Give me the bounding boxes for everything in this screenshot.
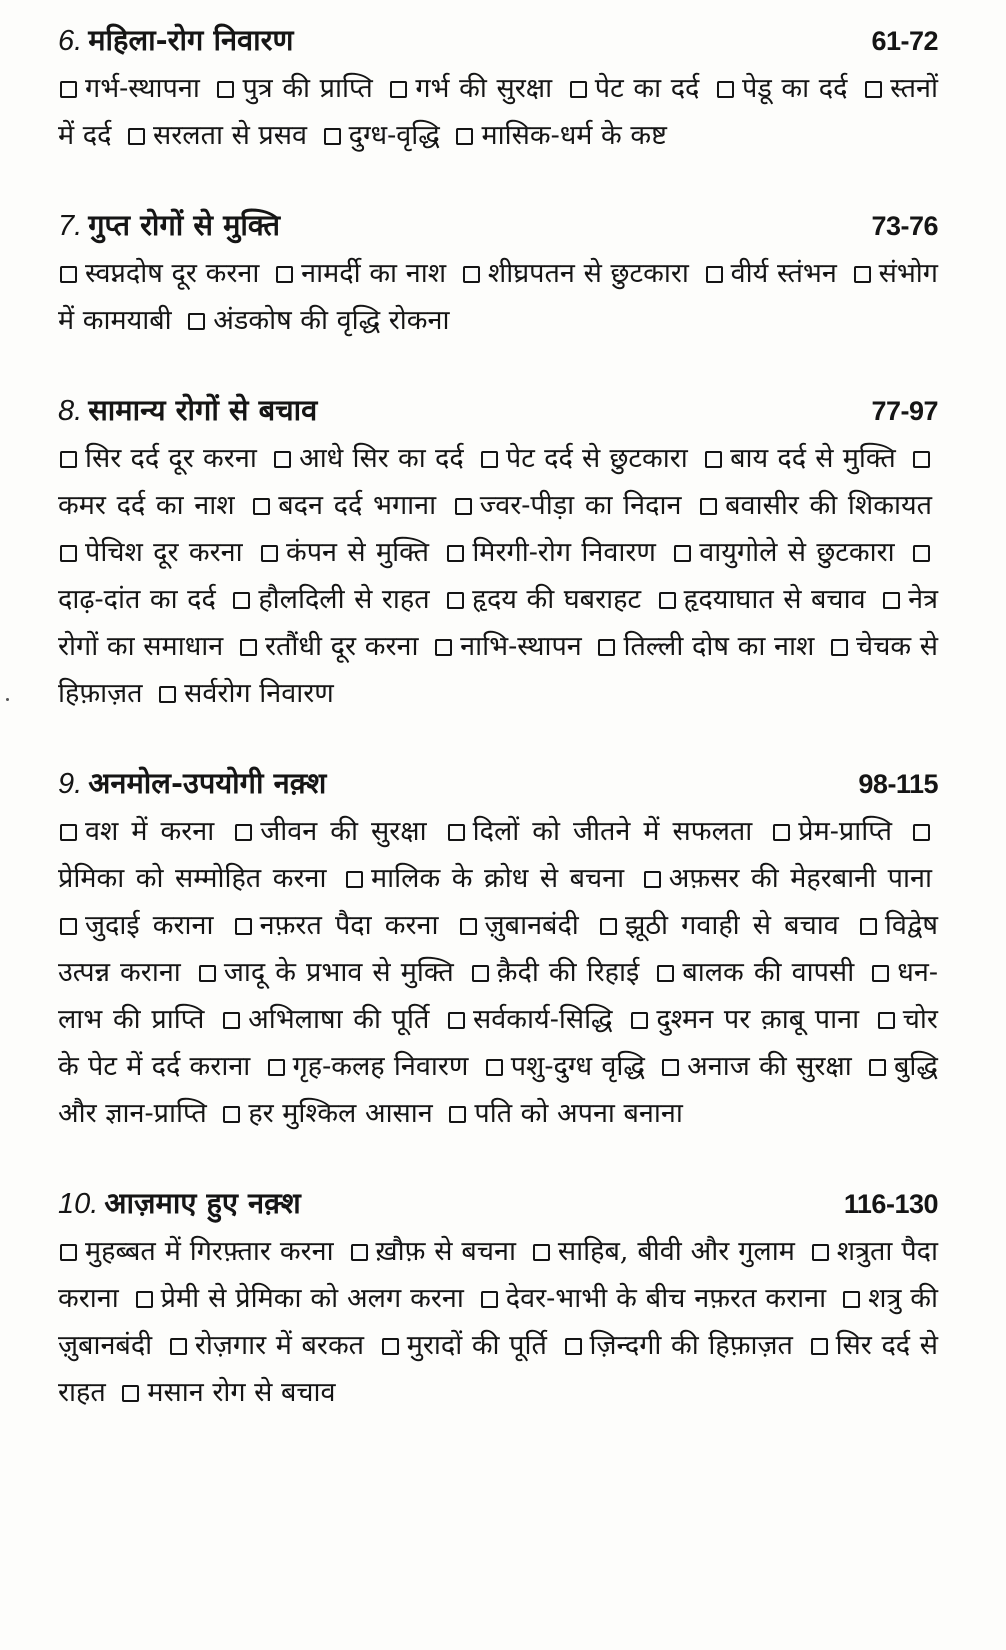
checkbox-bullet-icon [217, 81, 234, 98]
item-label: नेत्र रोगों का समाधान [58, 584, 938, 662]
list-item [445, 537, 662, 568]
section-page-range: 116-130 [843, 1189, 938, 1219]
checkbox-bullet-icon [122, 1385, 139, 1402]
item-label: गर्भ-स्थापना [85, 73, 200, 104]
section-title [58, 765, 326, 802]
section-page-range: 73-76 [871, 211, 938, 241]
checkbox-bullet-icon [705, 451, 722, 468]
checkbox-bullet-icon [159, 686, 176, 703]
checkbox-bullet-icon [448, 1012, 465, 1029]
checkbox-bullet-icon [472, 965, 489, 982]
checkbox-bullet-icon [382, 1338, 399, 1355]
checkbox-bullet-icon [390, 81, 407, 98]
list-item [58, 73, 206, 104]
section-items [58, 1228, 938, 1416]
item-label: मालिक के क्रोध से बचना [371, 863, 625, 894]
checkbox-bullet-icon [274, 451, 291, 468]
section-page-range: 98-115 [858, 769, 938, 799]
item-label: झूठी गवाही से बचाव [624, 910, 839, 941]
checkbox-bullet-icon [448, 824, 465, 841]
list-item [433, 631, 588, 662]
list-item [568, 73, 706, 104]
checkbox-bullet-icon [235, 918, 252, 935]
item-label: वश में करना [85, 816, 215, 847]
item-label: सरलता से प्रसव [153, 120, 308, 151]
checkbox-bullet-icon [657, 965, 674, 982]
checkbox-bullet-icon [455, 498, 472, 515]
checkbox-bullet-icon [662, 1059, 679, 1076]
item-label: दिलों को जीतने में सफलता [472, 816, 753, 847]
list-item [445, 584, 647, 615]
item-label: अभिलाषा की पूर्ति [248, 1004, 430, 1035]
item-label: मिरगी-रोग निवारण [472, 537, 656, 568]
item-label: मुहब्बत में गिरफ़्तार करना [85, 1236, 334, 1267]
list-item [563, 1330, 799, 1361]
list-item [458, 910, 585, 941]
item-label: प्रेमी से प्रेमिका को अलग करना [160, 1283, 464, 1314]
checkbox-bullet-icon [261, 545, 278, 562]
checkbox-bullet-icon [860, 918, 877, 935]
checkbox-bullet-icon [674, 545, 691, 562]
item-label: ज़ुबानबंदी [484, 910, 579, 941]
item-label: बालक की वापसी [682, 957, 855, 988]
list-item [58, 537, 249, 568]
checkbox-bullet-icon [565, 1338, 582, 1355]
list-item [349, 1236, 522, 1267]
list-item [484, 1051, 651, 1082]
section-page-range: 77-97 [871, 396, 938, 426]
checkbox-bullet-icon [128, 128, 145, 145]
checkbox-bullet-icon [812, 1244, 829, 1261]
checkbox-bullet-icon [136, 1291, 153, 1308]
list-item [470, 957, 646, 988]
list-item [168, 1330, 370, 1361]
checkbox-bullet-icon [233, 592, 250, 609]
item-label: सिर दर्द से राहत [58, 1330, 938, 1408]
checkbox-bullet-icon [913, 545, 930, 562]
checkbox-bullet-icon [811, 1338, 828, 1355]
checkbox-bullet-icon [831, 639, 848, 656]
checkbox-bullet-icon [447, 545, 464, 562]
list-item [58, 1236, 340, 1267]
item-label: रोज़गार में बरकत [194, 1330, 365, 1361]
checkbox-bullet-icon [449, 1106, 466, 1123]
item-label: बवासीर की शिकायत [725, 490, 932, 521]
list-item [380, 1330, 553, 1361]
checkbox-bullet-icon [865, 81, 882, 98]
item-label: जीवन की सुरक्षा [260, 816, 427, 847]
item-label: शत्रु की ज़ुबानबंदी [58, 1283, 938, 1361]
item-label: दुश्मन पर क़ाबू पाना [656, 1004, 860, 1035]
section-title-text: आज़माए हुए नक़्श [104, 1186, 301, 1220]
checkbox-bullet-icon [60, 451, 77, 468]
list-item [447, 1098, 689, 1129]
section-header [58, 392, 938, 429]
item-label: पुत्र की प्राप्ति [242, 73, 373, 104]
item-label: धन-लाभ की प्राप्ति [58, 957, 938, 1035]
list-item [629, 1004, 865, 1035]
item-label: मुरादों की पूर्ति [406, 1330, 547, 1361]
section-6 [58, 22, 938, 159]
item-label: सर्वकार्य-सिद्धि [473, 1004, 613, 1035]
section-number: 9. [58, 768, 83, 800]
checkbox-bullet-icon [60, 266, 77, 283]
checkbox-bullet-icon [533, 1244, 550, 1261]
list-item [58, 258, 265, 289]
checkbox-bullet-icon [223, 1106, 240, 1123]
checkbox-bullet-icon [872, 965, 889, 982]
item-label: हृदय की घबराहट [472, 584, 642, 615]
section-items [58, 250, 938, 344]
item-label: चेचक से हिफ़ाज़त [58, 631, 938, 709]
checkbox-bullet-icon [447, 592, 464, 609]
item-label: आधे सिर का दर्द [299, 443, 464, 474]
item-label: क़ैदी की रिहाई [496, 957, 640, 988]
section-items [58, 65, 938, 159]
item-label: स्वप्नदोष दूर करना [85, 258, 260, 289]
checkbox-bullet-icon [878, 1012, 895, 1029]
list-item [479, 443, 694, 474]
item-label: ख़ौफ़ से बचना [375, 1236, 516, 1267]
list-item [715, 73, 853, 104]
section-number: 6. [58, 25, 83, 57]
list-item [259, 537, 435, 568]
item-label: सिर दर्द दूर करना [85, 443, 257, 474]
item-label: मसान रोग से बचाव [147, 1377, 336, 1408]
print-speck [6, 698, 9, 701]
list-item [272, 443, 470, 474]
checkbox-bullet-icon [913, 824, 930, 841]
checkbox-bullet-icon [570, 81, 587, 98]
list-item [197, 957, 460, 988]
item-label: प्रेम-प्राप्ति [798, 816, 892, 847]
list-item [58, 910, 219, 941]
list-item [596, 631, 820, 662]
contents-page [58, 22, 938, 1464]
item-label: बुद्धि और ज्ञान-प्राप्ति [58, 1051, 938, 1129]
item-label: विद्वेष उत्पन्न कराना [58, 910, 938, 988]
item-label: नाभि-स्थापन [460, 631, 582, 662]
checkbox-bullet-icon [253, 498, 270, 515]
section-number: 10. [58, 1188, 99, 1220]
checkbox-bullet-icon [481, 1291, 498, 1308]
item-label: पेट दर्द से छुटकारा [505, 443, 688, 474]
section-title [58, 1185, 301, 1222]
checkbox-bullet-icon [644, 871, 661, 888]
checkbox-bullet-icon [883, 592, 900, 609]
item-label: हृदयाघात से बचाव [683, 584, 866, 615]
checkbox-bullet-icon [346, 871, 363, 888]
section-number: 8. [58, 395, 83, 427]
checkbox-bullet-icon [700, 498, 717, 515]
list-item [446, 1004, 619, 1035]
checkbox-bullet-icon [773, 824, 790, 841]
item-label: रतौंधी दूर करना [264, 631, 419, 662]
list-item [157, 678, 340, 709]
item-label: तिल्ली दोष का नाश [623, 631, 815, 662]
section-title [58, 392, 317, 429]
checkbox-bullet-icon [60, 545, 77, 562]
list-item [598, 910, 845, 941]
item-label: ज़िन्दगी की हिफ़ाज़त [589, 1330, 793, 1361]
item-label: कमर दर्द का नाश [58, 490, 235, 521]
item-label: प्रेमिका को सम्मोहित करना [58, 863, 327, 894]
checkbox-bullet-icon [481, 451, 498, 468]
list-item [479, 1283, 832, 1314]
list-item [704, 258, 843, 289]
list-item [126, 120, 313, 151]
list-item [453, 490, 688, 521]
list-item [251, 490, 442, 521]
item-label: अंडकोष की वृद्धि रोकना [213, 305, 450, 336]
checkbox-bullet-icon [60, 1244, 77, 1261]
list-item [461, 258, 695, 289]
list-item [221, 1098, 438, 1129]
item-label: ज्वर-पीड़ा का निदान [479, 490, 682, 521]
list-item [660, 1051, 858, 1082]
section-page-range: 61-72 [871, 26, 938, 56]
item-label: पशु-दुग्ध वृद्धि [510, 1051, 645, 1082]
section-header [58, 1185, 938, 1222]
list-item [344, 863, 630, 894]
list-item [771, 816, 898, 847]
list-item [58, 443, 263, 474]
item-label: नामर्दी का नाश [301, 258, 447, 289]
list-item [274, 258, 452, 289]
checkbox-bullet-icon [869, 1059, 886, 1076]
list-item [446, 816, 759, 847]
section-title [58, 207, 280, 244]
section-number: 7. [58, 210, 83, 242]
checkbox-bullet-icon [223, 1012, 240, 1029]
checkbox-bullet-icon [235, 824, 252, 841]
checkbox-bullet-icon [631, 1012, 648, 1029]
section-header [58, 765, 938, 802]
list-item [388, 73, 558, 104]
checkbox-bullet-icon [854, 266, 871, 283]
list-item [698, 490, 938, 521]
checkbox-bullet-icon [913, 451, 930, 468]
item-label: दुग्ध-वृद्धि [348, 120, 440, 151]
list-item [231, 584, 435, 615]
checkbox-bullet-icon [717, 81, 734, 98]
item-label: जुदाई कराना [85, 910, 214, 941]
item-label: शत्रुता पैदा कराना [58, 1236, 938, 1314]
list-item [238, 631, 425, 662]
section-title-text: सामान्य रोगों से बचाव [88, 393, 318, 427]
section-title-text: महिला-रोग निवारण [88, 23, 294, 57]
checkbox-bullet-icon [324, 128, 341, 145]
checkbox-bullet-icon [486, 1059, 503, 1076]
item-label: स्तनों में दर्द [58, 73, 938, 151]
list-item [221, 1004, 435, 1035]
list-item [322, 120, 446, 151]
list-item [657, 584, 872, 615]
item-label: पति को अपना बनाना [474, 1098, 683, 1129]
checkbox-bullet-icon [843, 1291, 860, 1308]
checkbox-bullet-icon [600, 918, 617, 935]
item-label: पेडू का दर्द [742, 73, 848, 104]
section-title-text: अनमोल-उपयोगी नक़्श [88, 766, 327, 800]
list-item [642, 863, 938, 894]
checkbox-bullet-icon [463, 266, 480, 283]
section-items [58, 808, 938, 1137]
checkbox-bullet-icon [240, 639, 257, 656]
list-item [134, 1283, 470, 1314]
item-label: चोर के पेट में दर्द कराना [58, 1004, 938, 1082]
section-8 [58, 392, 938, 717]
item-label: दाढ़-दांत का दर्द [58, 584, 216, 615]
checkbox-bullet-icon [170, 1338, 187, 1355]
list-item [233, 910, 445, 941]
checkbox-bullet-icon [456, 128, 473, 145]
item-label: गृह-कलह निवारण [292, 1051, 469, 1082]
section-header [58, 22, 938, 59]
section-title [58, 22, 294, 59]
checkbox-bullet-icon [60, 918, 77, 935]
list-item [186, 305, 455, 336]
item-label: नफ़रत पैदा करना [259, 910, 439, 941]
item-label: संभोग में कामयाबी [58, 258, 939, 336]
section-header [58, 207, 938, 244]
item-label: कंपन से मुक्ति [285, 537, 429, 568]
item-label: पेचिश दूर करना [85, 537, 243, 568]
section-7 [58, 207, 938, 344]
checkbox-bullet-icon [460, 918, 477, 935]
item-label: साहिब, बीवी और गुलाम [557, 1236, 795, 1267]
checkbox-bullet-icon [60, 824, 77, 841]
checkbox-bullet-icon [60, 81, 77, 98]
list-item [120, 1377, 341, 1408]
checkbox-bullet-icon [276, 266, 293, 283]
item-label: हौलदिली से राहत [258, 584, 430, 615]
item-label: वीर्य स्तंभन [730, 258, 837, 289]
checkbox-bullet-icon [351, 1244, 368, 1261]
item-label: अनाज की सुरक्षा [687, 1051, 852, 1082]
checkbox-bullet-icon [706, 266, 723, 283]
checkbox-bullet-icon [199, 965, 216, 982]
checkbox-bullet-icon [659, 592, 676, 609]
list-item [215, 73, 378, 104]
item-label: शीघ्रपतन से छुटकारा [487, 258, 689, 289]
item-label: गर्भ की सुरक्षा [415, 73, 553, 104]
item-label: जादू के प्रभाव से मुक्ति [223, 957, 454, 988]
item-label: मासिक-धर्म के कष्ट [481, 120, 667, 151]
list-item [655, 957, 860, 988]
list-item [703, 443, 902, 474]
checkbox-bullet-icon [188, 313, 205, 330]
item-label: वायुगोले से छुटकारा [699, 537, 895, 568]
list-item [233, 816, 432, 847]
item-label: पेट का दर्द [594, 73, 700, 104]
list-item [58, 816, 220, 847]
section-items [58, 435, 938, 717]
section-title-text: गुप्त रोगों से मुक्ति [88, 208, 281, 242]
list-item [672, 537, 900, 568]
item-label: देवर-भाभी के बीच नफ़रत कराना [505, 1283, 827, 1314]
checkbox-bullet-icon [268, 1059, 285, 1076]
section-9 [58, 765, 938, 1137]
item-label: बदन दर्द भगाना [278, 490, 437, 521]
checkbox-bullet-icon [435, 639, 452, 656]
checkbox-bullet-icon [598, 639, 615, 656]
item-label: सर्वरोग निवारण [184, 678, 334, 709]
list-item [266, 1051, 475, 1082]
list-item [454, 120, 672, 151]
list-item [531, 1236, 801, 1267]
item-label: अफ़सर की मेहरबानी पाना [668, 863, 932, 894]
section-10 [58, 1185, 938, 1416]
item-label: बाय दर्द से मुक्ति [730, 443, 896, 474]
item-label: हर मुश्किल आसान [248, 1098, 433, 1129]
